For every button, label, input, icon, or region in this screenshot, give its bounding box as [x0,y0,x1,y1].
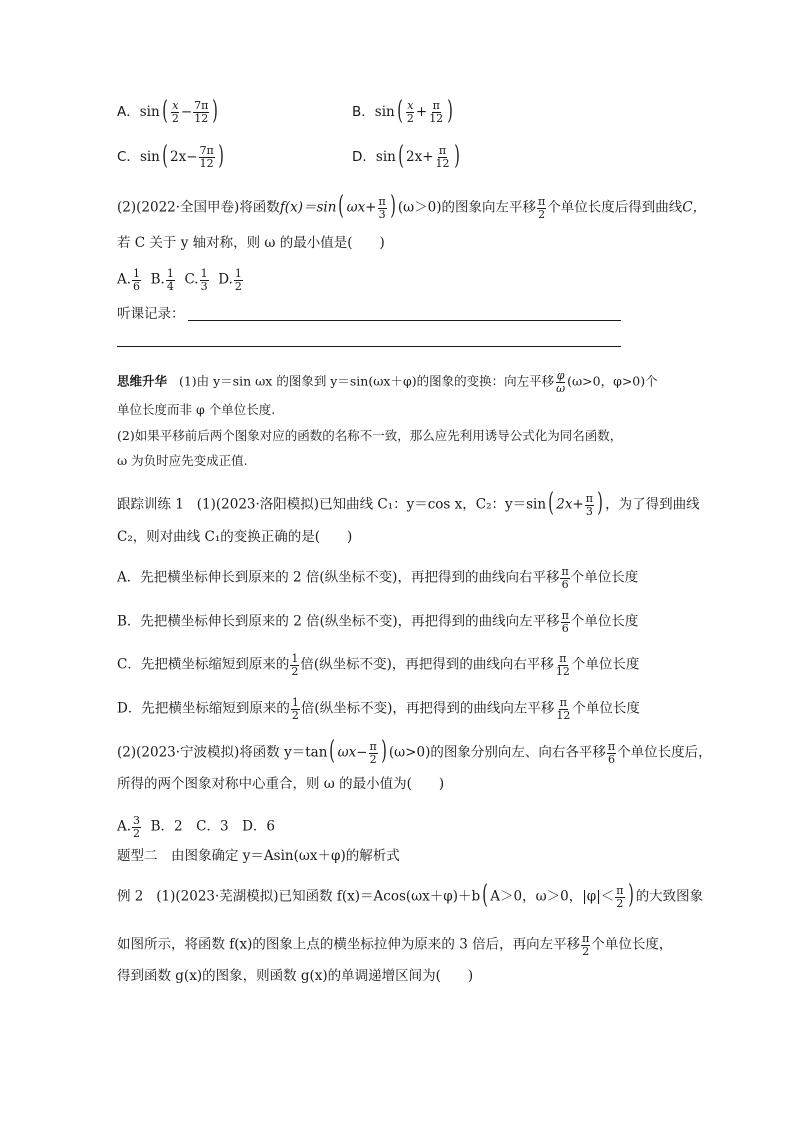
fraction: $\frac{\pi}{12}$ [435,144,450,170]
thinking-p1: 思维升华 (1)由 y＝sin ωx 的图象到 y＝sin(ωx＋φ)的图象的变换：向左平移 $\frac{\varphi}{\omega}$ (ω>0，φ>0)个 [117,369,658,395]
notes-line-2[interactable] [117,346,621,347]
q2-stem-line1: (2)(2022·全国甲卷)将函数f(x)＝sin( ωx+ $\frac{\pi}{3}$ ) (ω＞0)的图象向左平移 $\frac{\pi}{2}$ 个单位长度后得到曲线C， [117,191,707,222]
notes-line-1[interactable] [188,320,621,321]
q1-option-c[interactable]: C．sin( 2x− $\frac{7\pi}{12}$ ) [117,140,224,171]
example-stem: 例 2 (1)(2023·芜湖模拟)已知函数 f(x)＝Acos(ωx＋φ)＋b( A＞0，ω＞0，|φ|＜ $\frac{\pi}{2}$ ) 的大致图象 [117,880,704,911]
right-paren: ) [212,95,219,126]
fraction: $\frac{\pi}{12}$ [429,99,444,125]
training-stem-line2: C₂，则对曲线 C₁的变换正确的是( ) [117,529,353,545]
fraction: $\frac{x}{2}$ [406,99,414,125]
q2-choices[interactable]: A. $\frac{1}{6}$ B. $\frac{1}{4}$ C. $\frac{1}{3}$ D. $\frac{1}{2}$ [117,267,242,293]
right-paren: ) [218,140,224,171]
left-paren: ( [161,95,168,126]
training-q2-stem-line2: 所得的两个图象对称中心重合，则 ω 的最小值为( ) [117,776,445,792]
left-paren: ( [398,140,404,171]
left-paren: ( [397,95,403,126]
thinking-p2b: ω 为负时应先变成正值. [117,453,248,468]
fraction: $\frac{7\pi}{12}$ [199,144,214,170]
q1-option-b[interactable]: B．sin( $\frac{x}{2}$ + $\frac{\pi}{12}$ ) [352,95,454,126]
right-paren: ) [447,95,454,126]
training-q2-choices[interactable]: A. $\frac{3}{2}$ B．2 C．3 D．6 [117,814,275,840]
q1-option-a[interactable]: A．sin( $\frac{x}{2}$ − $\frac{7\pi}{12}$ ) [117,95,219,126]
q1-option-d[interactable]: D．sin( 2x+ $\frac{\pi}{12}$ ) [352,140,460,171]
training-option-d[interactable]: D．先把横坐标缩短到原来的 $\frac{1}{2}$ 倍(纵坐标不变)，再把得到的曲线向左平移 $\frac{\pi}{12}$ 个单位长度 [117,696,640,722]
right-paren: ) [453,140,460,171]
example-line3: 得到函数 g(x)的图象，则函数 g(x)的单调递增区间为( ) [117,968,474,984]
q2-stem-line2: 若 C 关于 y 轴对称，则 ω 的最小值是( ) [117,235,385,251]
section-title: 题型二 由图象确定 y＝Asin(ωx＋φ)的解析式 [117,848,400,864]
thinking-p2a: (2)如果平移前后两个图象对应的函数的名称不一致，那么应先利用诱导公式化为同名函数， [117,428,623,443]
training-stem: 跟踪训练 1 (1)(2023·洛阳模拟)已知曲线 C₁：y＝cos x，C₂：y＝sin( 2x+ $\frac{\pi}{3}$ ) ，为了得到曲线 [117,488,700,519]
notes-label: 听课记录： [117,306,185,322]
fraction: $\frac{7\pi}{12}$ [194,99,209,125]
training-option-b[interactable]: B．先把横坐标伸长到原来的 2 倍(纵坐标不变)，再把得到的曲线向左平移 $\frac{\pi}{6}$ 个单位长度 [117,609,639,635]
training-option-a[interactable]: A．先把横坐标伸长到原来的 2 倍(纵坐标不变)，再把得到的曲线向右平移 $\frac{\pi}{6}$ 个单位长度 [117,565,639,591]
thinking-p1c: 单位长度而非 φ 个单位长度. [117,402,276,417]
training-option-c[interactable]: C．先把横坐标缩短到原来的 $\frac{1}{2}$ 倍(纵坐标不变)，再把得到的曲线向右平移 $\frac{\pi}{12}$ 个单位长度 [117,652,640,678]
training-q2-stem: (2)(2023·宁波模拟)将函数 y＝tan( ωx− $\frac{\pi}{2}$ ) (ω>0)的图象分别向左、向右各平移 $\frac{\pi}{6}$ 个单位长度后， [117,736,712,767]
example-line2: 如图所示，将函数 f(x)的图象上点的横坐标拉伸为原来的 3 倍后，再向左平移 $\frac{\pi}{2}$ 个单位长度， [117,932,673,958]
fraction: $\frac{x}{2}$ [171,99,179,125]
left-paren: ( [162,140,168,171]
